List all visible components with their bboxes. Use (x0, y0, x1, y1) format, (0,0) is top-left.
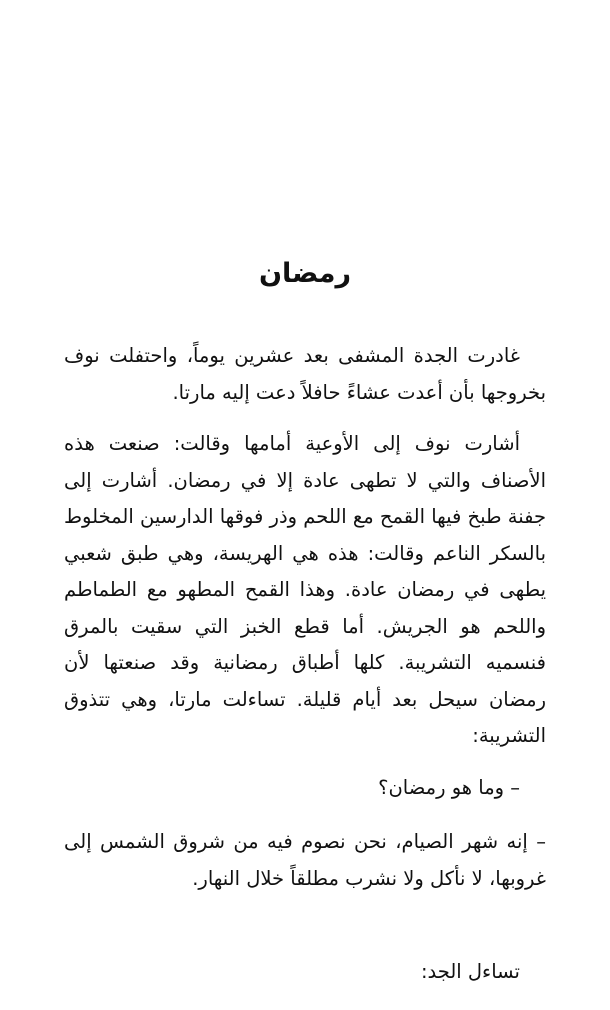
dialogue-question: – وما هو رمضان؟ (378, 776, 520, 799)
paragraph-grandfather: تساءل الجد: (420, 960, 520, 983)
chapter-title: رمضان (258, 258, 352, 289)
dialogue-answer: – إنه شهر الصيام، نحن نصوم فيه من شروق الشمس إلى غروبها، لا نأكل ولا نشرب مطلقاً خلال النهار. (64, 830, 546, 890)
paragraph-1: غادرت الجدة المشفى بعد عشرين يوماً، واحتفلت نوف بخروجها بأن أعدت عشاءً حافلاً دعت إليه مارتا. (64, 344, 546, 404)
paragraph-2: أشارت نوف إلى الأوعية أمامها وقالت: صنعت هذه الأصناف والتي لا تطهى عادة إلا في رمضان. أشارت إلى جفنة طبخ فيها القمح مع اللحم وذر فوقها الدارسين المخلوط بالسكر الناعم وقالت: هذه هي الهريسة، وهي طبق شعبي يطهى في رمضان عادة. وهذا القمح المطهو مع الطماطم واللحم هو الجريش. أما قطع الخبز التي سقيت بالمرق فنسميه التشريبة. كلها أطباق رمضانية وقد صنعتها لأن رمضان سيحل بعد أيام قليلة. تساءلت مارتا، وهي تتذوق التشريبة: (64, 432, 546, 747)
